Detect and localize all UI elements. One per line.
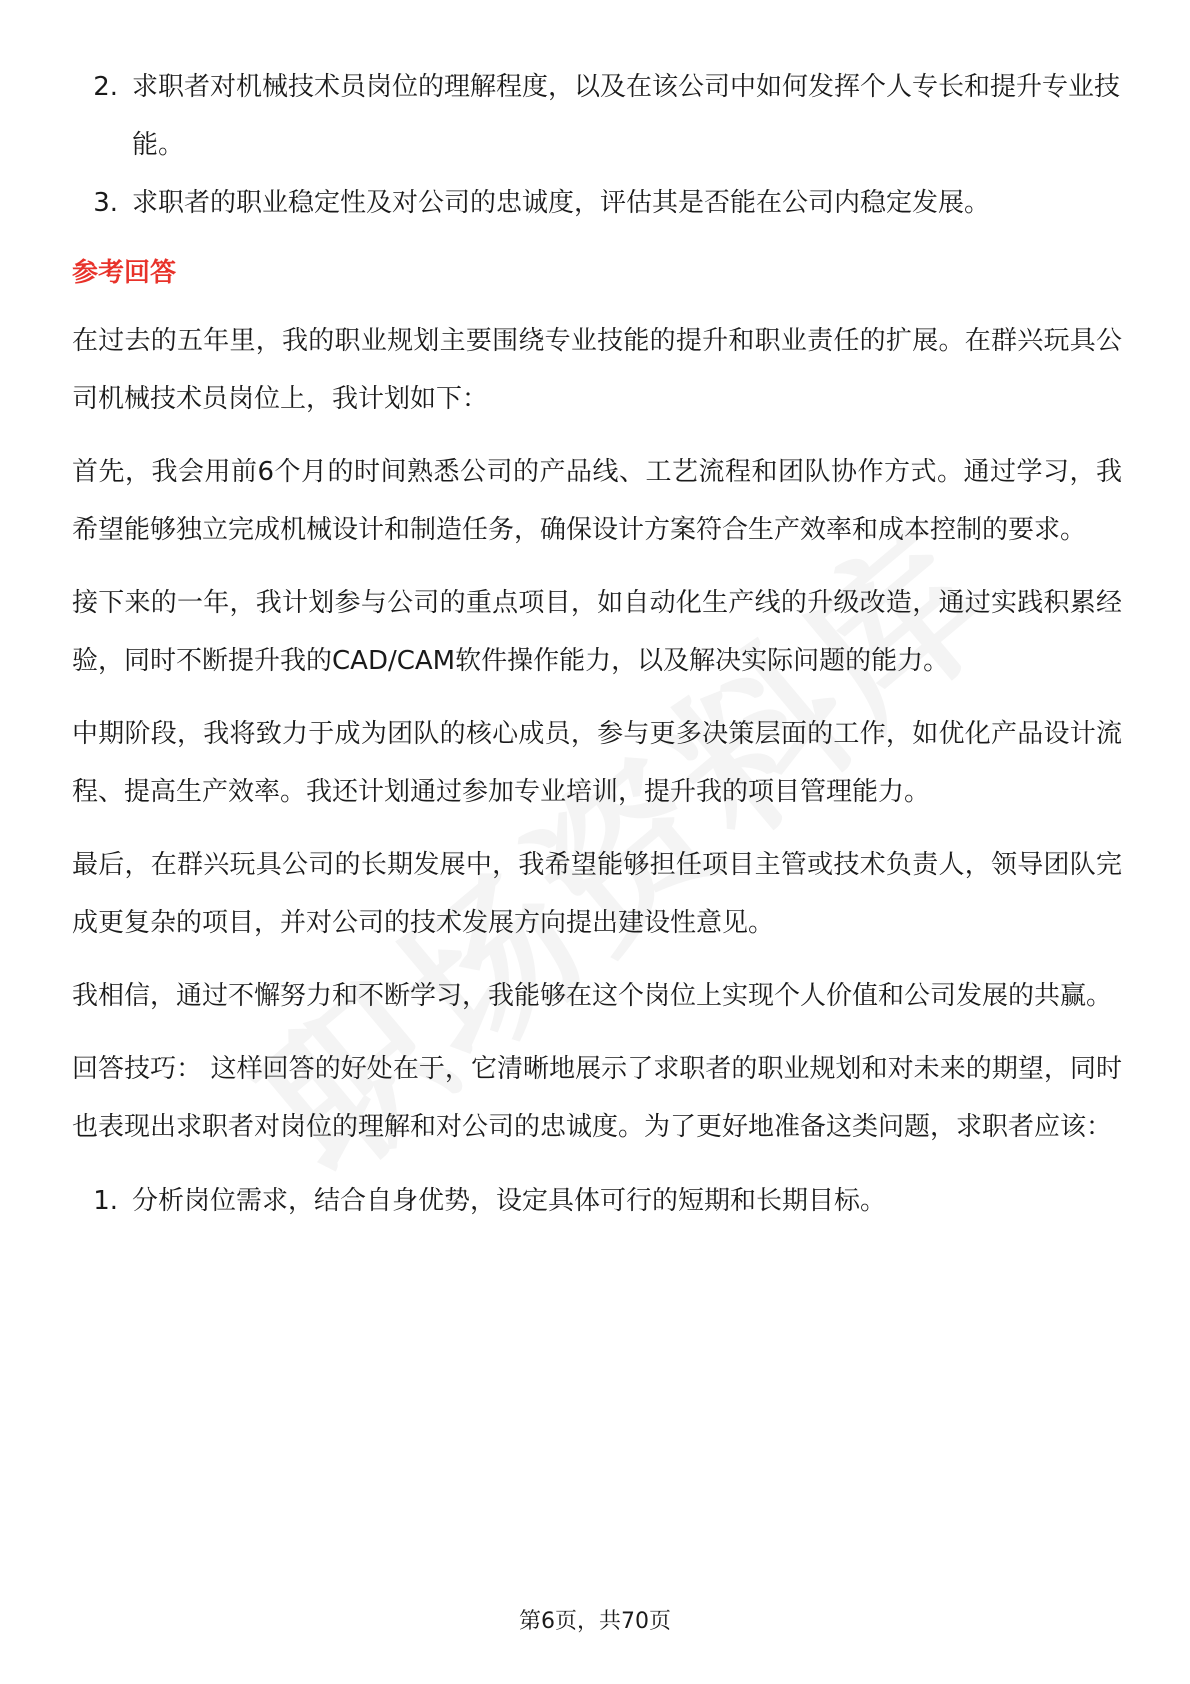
paragraph: 我相信，通过不懈努力和不断学习，我能够在这个岗位上实现个人价值和公司发展的共赢。 (72, 981, 1113, 1011)
list-number: 3. (93, 188, 118, 218)
tips-paragraph: 回答技巧： 这样回答的好处在于，它清晰地展示了求职者的职业规划和对未来的期望，同时也表现出求职者对岗位的理解和对公司的忠诚度。为了更好地准备这类问题，求职者应该： (72, 1054, 1122, 1142)
tips-list (82, 1172, 1122, 1230)
paragraph: 在过去的五年里，我的职业规划主要围绕专业技能的提升和职业责任的扩展。在群兴玩具公司机械技术员岗位上，我计划如下： (72, 326, 1122, 414)
list-text: 求职者对机械技术员岗位的理解程度，以及在该公司中如何发挥个人专长和提升专业技能。 (132, 72, 1121, 160)
list-item (82, 1172, 1122, 1230)
list-number: 1. (93, 1186, 118, 1216)
criteria-list (82, 58, 1122, 232)
paragraph: 接下来的一年，我计划参与公司的重点项目，如自动化生产线的升级改造，通过实践积累经验，同时不断提升我的CAD/CAM软件操作能力，以及解决实际问题的能力。 (72, 588, 1122, 676)
paragraph: 中期阶段，我将致力于成为团队的核心成员，参与更多决策层面的工作，如优化产品设计流程、提高生产效率。我还计划通过参加专业培训，提升我的项目管理能力。 (72, 719, 1122, 807)
section-title: 参考回答 (72, 258, 177, 288)
list-item (82, 174, 1122, 232)
page-number: 第6页，共70页 (519, 1609, 671, 1634)
list-item (82, 58, 1122, 174)
list-text: 求职者的职业稳定性及对公司的忠诚度，评估其是否能在公司内稳定发展。 (132, 188, 991, 218)
paragraph: 首先，我会用前6个月的时间熟悉公司的产品线、工艺流程和团队协作方式。通过学习，我希望能够独立完成机械设计和制造任务，确保设计方案符合生产效率和成本控制的要求。 (72, 457, 1122, 545)
list-number: 2. (93, 72, 118, 102)
paragraph: 最后，在群兴玩具公司的长期发展中，我希望能够担任项目主管或技术负责人，领导团队完成更复杂的项目，并对公司的技术发展方向提出建设性意见。 (72, 850, 1122, 938)
document-body (72, 58, 1122, 1230)
list-text: 分析岗位需求，结合自身优势，设定具体可行的短期和长期目标。 (132, 1186, 887, 1216)
